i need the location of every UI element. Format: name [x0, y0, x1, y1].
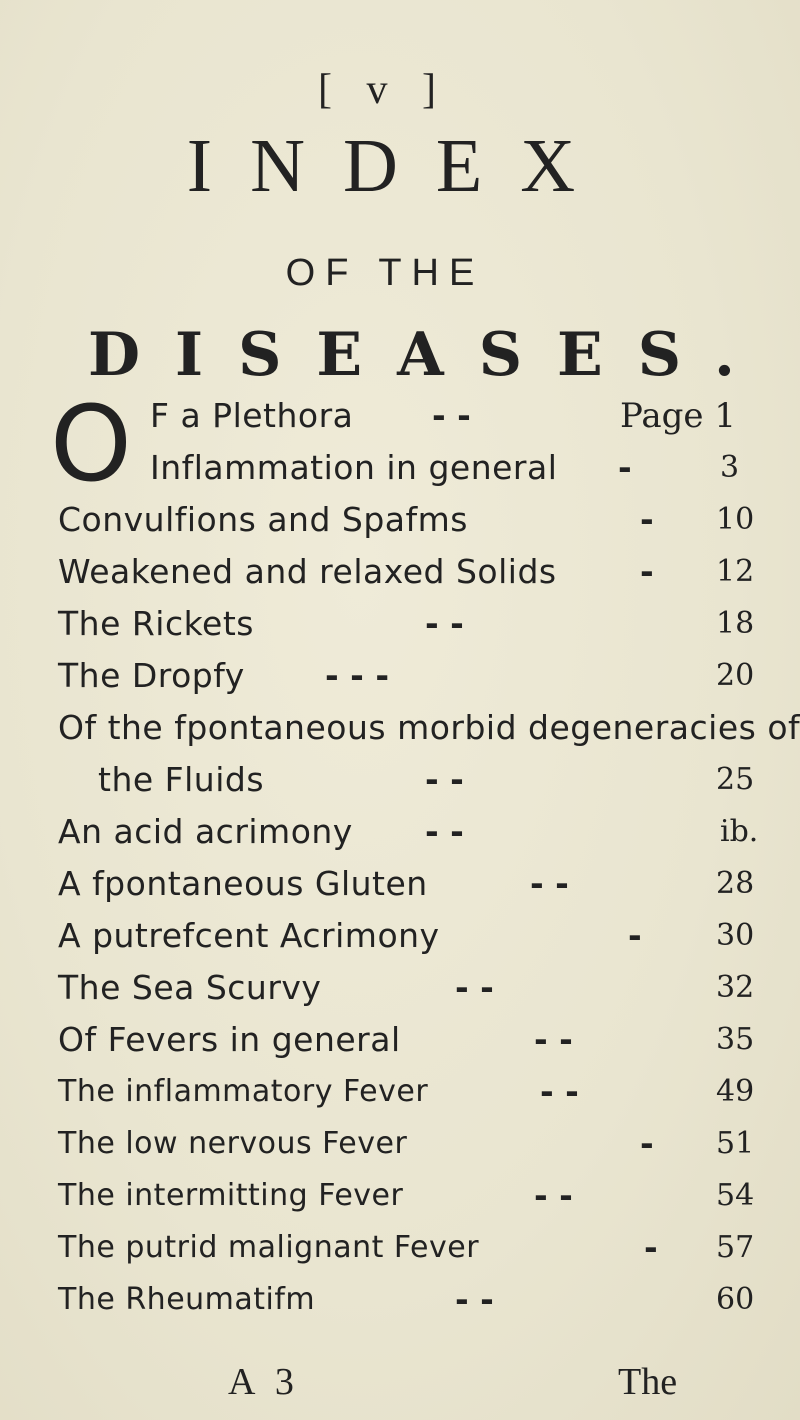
entry-page: 25 — [716, 762, 755, 797]
entry-dashes: - - — [455, 1280, 494, 1319]
entry-page: 3 — [720, 450, 740, 485]
entry-dashes: - — [644, 1228, 658, 1267]
index-title: INDEX — [186, 124, 614, 208]
index-subtitle: OF THE — [285, 252, 485, 294]
entry-page: 30 — [716, 918, 755, 953]
index-entry — [0, 754, 800, 806]
entry-page: 10 — [716, 502, 755, 537]
index-entry — [0, 1222, 800, 1274]
entry-title: A putrefcent Acrimony — [58, 916, 440, 955]
entry-title: The Rheumatifm — [58, 1282, 316, 1317]
entry-page: 54 — [716, 1178, 755, 1213]
entry-dashes: - - — [534, 1176, 573, 1215]
entry-page: ib. — [720, 814, 759, 849]
entry-page: 51 — [716, 1126, 755, 1161]
entry-title: The Dropfy — [58, 656, 245, 695]
entry-dashes: - — [640, 500, 654, 539]
entry-page: 57 — [716, 1230, 755, 1265]
index-entry — [0, 1118, 800, 1170]
entry-dashes: - - — [534, 1020, 573, 1059]
entry-page: 28 — [716, 866, 755, 901]
index-entry — [0, 598, 800, 650]
index-entry — [0, 858, 800, 910]
entry-title: The intermitting Fever — [58, 1178, 404, 1213]
index-entry — [0, 1066, 800, 1118]
index-entry — [0, 702, 800, 754]
index-entry — [0, 1014, 800, 1066]
entry-dashes: - — [628, 916, 642, 955]
index-entry — [0, 650, 800, 702]
entry-title: Of Fevers in general — [58, 1020, 401, 1059]
entry-dashes: - - — [432, 396, 471, 435]
index-entry — [0, 390, 800, 442]
entry-title: Of the fpontaneous morbid degeneracies of — [58, 708, 800, 747]
index-entry — [0, 962, 800, 1014]
drop-cap: O — [50, 383, 132, 505]
index-entry — [0, 1170, 800, 1222]
index-entry — [0, 494, 800, 546]
entry-dashes: - - — [455, 968, 494, 1007]
entry-title: The putrid malignant Fever — [58, 1230, 480, 1265]
entry-title: A fpontaneous Gluten — [58, 864, 428, 903]
entry-page: 20 — [716, 658, 755, 693]
index-entry — [0, 546, 800, 598]
entry-dashes: - - - — [325, 656, 390, 695]
index-entry — [0, 1274, 800, 1326]
entry-page: 49 — [716, 1074, 755, 1109]
signature-mark: A 3 — [228, 1361, 300, 1403]
entry-title: Convulfions and Spafms — [58, 500, 468, 539]
entry-dashes: - — [640, 1124, 654, 1163]
entry-page: 60 — [716, 1282, 755, 1317]
entry-dashes: - - — [425, 812, 464, 851]
index-entry — [0, 910, 800, 962]
index-entry — [0, 806, 800, 858]
entry-page: 35 — [716, 1022, 755, 1057]
entry-title: Inflammation in general — [150, 448, 558, 487]
catchword: The — [618, 1361, 678, 1403]
entry-title: F a Plethora — [150, 396, 354, 435]
index-heading: DISEASES. — [88, 320, 770, 390]
entry-title: The Rickets — [58, 604, 254, 643]
index-entry — [0, 442, 800, 494]
entry-dashes: - - — [530, 864, 569, 903]
index-entries — [0, 383, 800, 1380]
entry-page: 18 — [716, 606, 755, 641]
entry-page: 12 — [716, 554, 755, 589]
entry-dashes: - - — [540, 1072, 579, 1111]
entry-page: Page 1 — [620, 396, 736, 436]
entry-title: The inflammatory Fever — [58, 1074, 429, 1109]
entry-dashes: - - — [425, 604, 464, 643]
entry-dashes: - - — [425, 760, 464, 799]
page-number: [ v ] — [318, 67, 448, 113]
entry-page: 32 — [716, 970, 755, 1005]
entry-title: Weakened and relaxed Solids — [58, 552, 557, 591]
entry-dashes: - — [618, 448, 632, 487]
entry-title: the Fluids — [98, 760, 265, 799]
entry-title: The Sea Scurvy — [58, 968, 322, 1007]
entry-title: The low nervous Fever — [58, 1126, 408, 1161]
entry-dashes: - — [640, 552, 654, 591]
entry-title: An acid acrimony — [58, 812, 353, 851]
